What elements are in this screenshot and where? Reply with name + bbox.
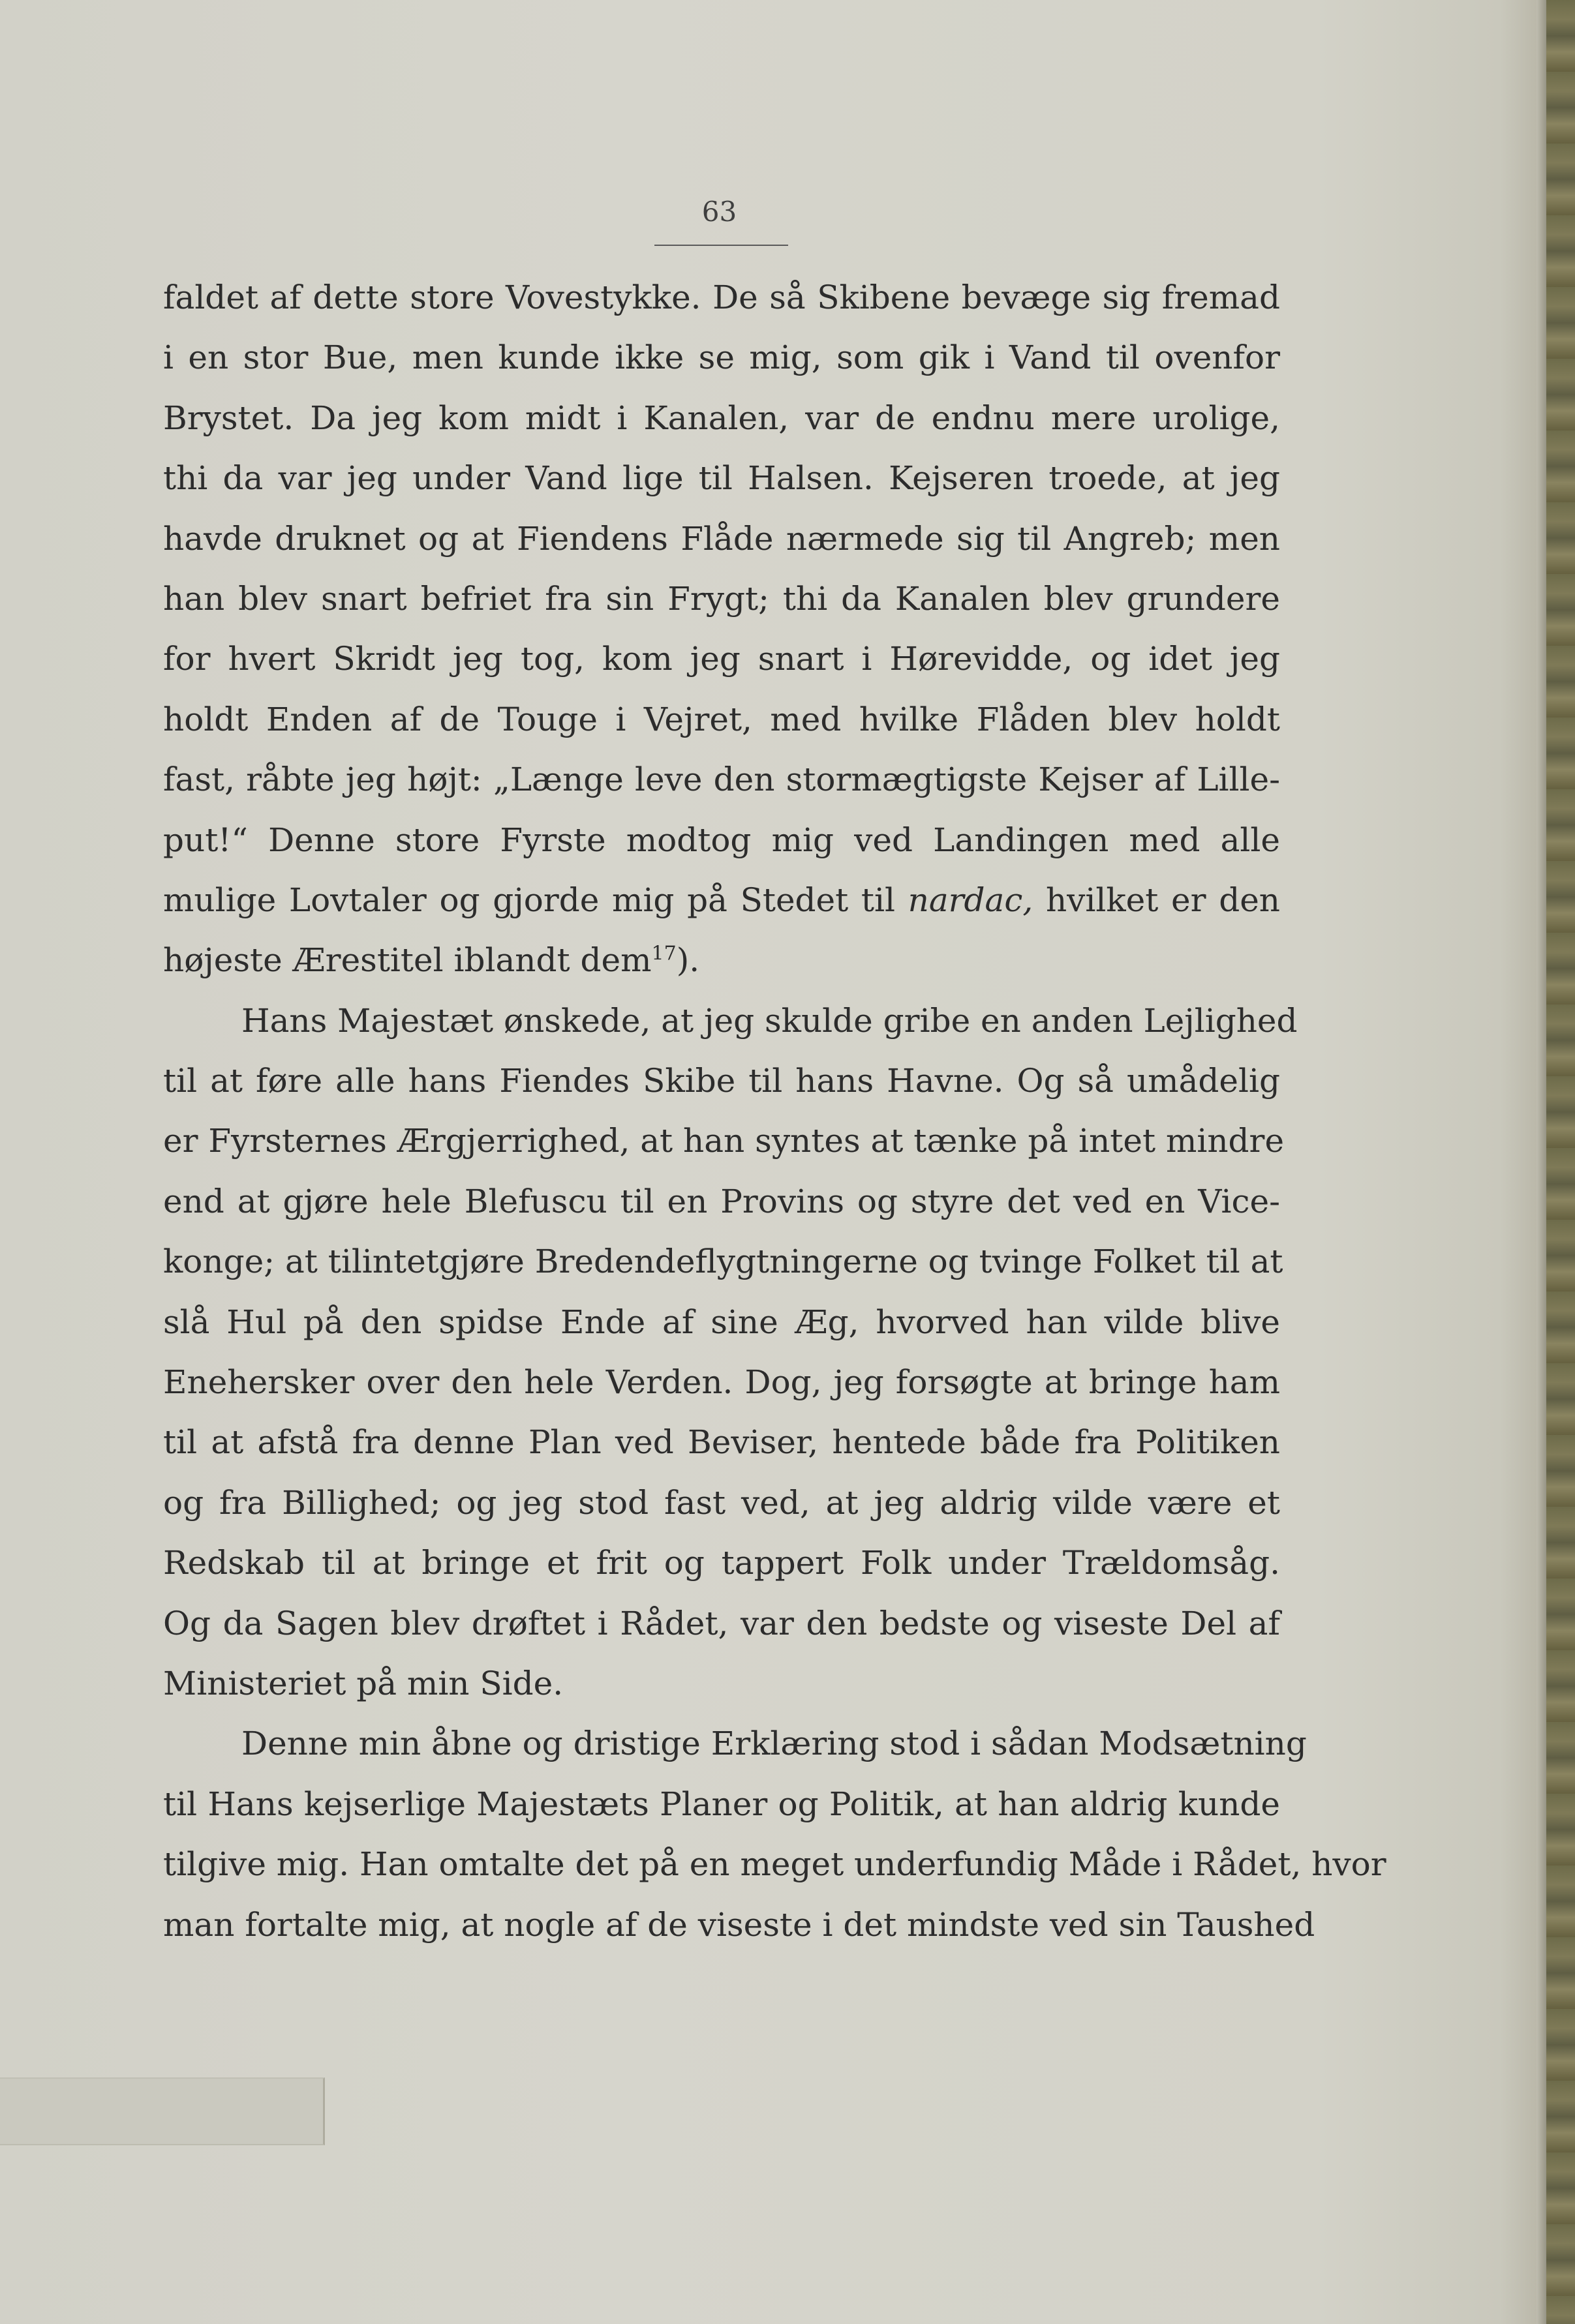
text-line: er Fyrsternes Ærgjerrighed, at han syntes at tænke på intet mindre [163,1122,1285,1160]
text-line: Hans Majestæt ønskede, at jeg skulde gribe en anden Lejlighed [241,1001,1298,1040]
text-line: for hvert Skridt jeg tog, kom jeg snart i Hørevidde, og idet jeg [163,640,1280,678]
text-line: thi da var jeg under Vand lige til Halsen. Kejseren troede, at jeg [163,459,1280,498]
page-number: 63 [701,196,737,228]
text-line: Denne min åbne og dristige Erklæring stod i sådan Modsætning [241,1725,1307,1763]
text-line: man fortalte mig, at nogle af de viseste i det mindste ved sin Taushed [163,1905,1315,1944]
text-line: tilgive mig. Han omtalte det på en meget underfundig Måde i Rådet, hvor [163,1845,1386,1884]
text-line: end at gjøre hele Blefuscu til en Provins og styre det ved en Vice- [163,1182,1280,1220]
text-line: til Hans kejserlige Majestæts Planer og Politik, at han aldrig kunde [163,1785,1280,1823]
footnote-marker: 17 [651,942,677,965]
text-line: slå Hul på den spidse Ende af sine Æg, hvorved han vilde blive [163,1303,1280,1341]
text-segment: højeste Ærestitel iblandt dem [163,941,652,980]
paper-tab-mark [0,2077,325,2145]
text-line: holdt Enden af de Touge i Vejret, med hvilke Flåden blev holdt [163,700,1280,738]
text-segment: hvilket er den [1033,881,1280,919]
text-line: Enehersker over den hele Verden. Dog, jeg forsøgte at bringe ham [163,1363,1280,1402]
text-segment: ). [676,941,700,980]
text-line: Brystet. Da jeg kom midt i Kanalen, var de endnu mere urolige, [163,399,1280,437]
text-line [163,930,1280,990]
text-line: fast, råbte jeg højt: „Længe leve den stormægtigste Kejser af Lille- [163,761,1280,799]
text-line: Og da Sagen blev drøftet i Rådet, var den bedste og viseste Del af [163,1604,1280,1642]
text-line: og fra Billighed; og jeg stod fast ved, at jeg aldrig vilde være et [163,1483,1280,1522]
text-line: Ministeriet på min Side. [163,1664,564,1702]
text-line: konge; at tilintetgjøre Bredendeflygtningerne og tvinge Folket til at [163,1243,1283,1281]
page-number-rule [654,245,788,246]
book-spine-edge [1546,0,1575,2324]
text-line: han blev snart befriet fra sin Frygt; thi da Kanalen blev grundere [163,579,1280,618]
text-line: havde druknet og at Fiendens Flåde nærmede sig til Angreb; men [163,519,1280,558]
text-line: i en stor Bue, men kunde ikke se mig, som gik i Vand til ovenfor [163,339,1280,377]
text-line: faldet af dette store Vovestykke. De så Skibene bevæge sig fremad [163,279,1280,316]
italic-term: nardac, [908,881,1033,919]
text-line: Redskab til at bringe et frit og tappert Folk under Trældomsåg. [163,1544,1280,1582]
text-line: til at føre alle hans Fiendes Skibe til hans Havne. Og så umådelig [163,1062,1280,1100]
text-line: til at afstå fra denne Plan ved Beviser, hentede både fra Politiken [163,1423,1280,1462]
text-segment: mulige Lovtaler og gjorde mig på Stedet til [163,881,908,919]
body-text [163,267,1386,1955]
text-line [163,870,1280,930]
text-line: put!“ Denne store Fyrste modtog mig ved Landingen med alle [163,821,1280,859]
